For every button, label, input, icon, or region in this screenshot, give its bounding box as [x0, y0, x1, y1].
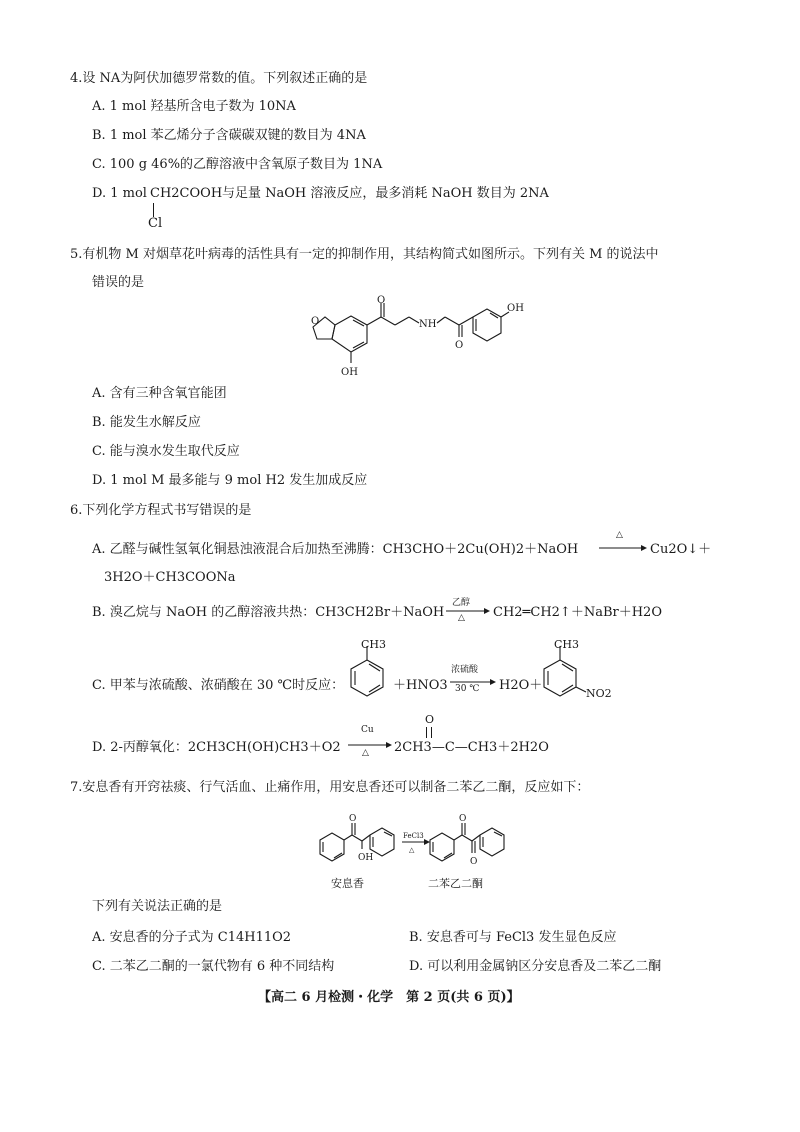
q7-option-a: A. 安息香的分子式为 C14H11O2: [92, 930, 292, 945]
q7-benzoin-oh: OH: [358, 853, 374, 863]
q4-stem: 4.设 NA为阿伏加德罗常数的值。下列叙述正确的是: [70, 71, 368, 86]
q7-benzoin-o: O: [349, 814, 357, 824]
q4-option-d-sub: Cl: [148, 216, 163, 231]
q6-option-b-post: CH2═CH2↑＋NaBr＋H2O: [493, 605, 662, 620]
q6-b-arrow-bottom: △: [458, 613, 465, 623]
q7-benzil-o2: O: [470, 857, 478, 867]
q6-c-h2o: H2O＋: [499, 678, 543, 693]
q5-struct-oh-bottom: OH: [341, 367, 358, 378]
q6-option-b-pre: B. 溴乙烷与 NaOH 的乙醇溶液共热：CH3CH2Br＋NaOH: [92, 605, 445, 620]
q5-stem-line2: 错误的是: [92, 275, 145, 290]
q4-option-b: B. 1 mol 苯乙烯分子含碳碳双键的数目为 4NA: [92, 128, 366, 143]
q7-benzil-o1: O: [459, 814, 467, 824]
q5-option-b: B. 能发生水解反应: [92, 415, 201, 430]
q4-option-d-pre: D. 1 mol: [92, 186, 147, 201]
q6-c-ch3-left: CH3: [361, 638, 387, 651]
q6-d-carbonyl-o: O: [425, 713, 435, 726]
q6-c-arrow-bottom: 30 ℃: [455, 684, 480, 694]
q6-c-mid: ＋HNO3: [393, 678, 448, 693]
q6-option-a-line2: 3H2O＋CH3COONa: [104, 570, 236, 585]
q4-option-c: C. 100 g 46%的乙醇溶液中含氧原子数目为 1NA: [92, 157, 383, 172]
q6-d-arrow: [346, 735, 392, 755]
q6-c-arrow-top: 浓硫酸: [451, 665, 479, 675]
q7-option-b: B. 安息香可与 FeCl3 发生显色反应: [409, 930, 617, 945]
q7-label-benzoin: 安息香: [331, 877, 364, 890]
q6-option-d-post: 2CH3—C—CH3＋2H2O: [394, 740, 549, 755]
q7-arrow-bottom: △: [409, 846, 415, 854]
q5-struct-ketone-o1: O: [377, 295, 386, 306]
q7-option-c: C. 二苯乙二酮的一氯代物有 6 种不同结构: [92, 959, 335, 974]
q6-d-arrow-top: Cu: [361, 725, 374, 735]
q6-d-double-bond-a: [426, 727, 427, 738]
q4-option-d-post: 与足量 NaOH 溶液反应，最多消耗 NaOH 数目为 2NA: [222, 186, 549, 201]
q5-stem-line1: 5.有机物 M 对烟草花叶病毒的活性具有一定的抑制作用，其结构简式如图所示。下列有关 M 的说法中: [70, 247, 659, 262]
q5-struct-oh-right: OH: [507, 303, 524, 314]
q6-d-double-bond-b: [431, 727, 432, 738]
q6-d-arrow-bottom: △: [362, 748, 369, 758]
q6-c-ch3-right: CH3: [554, 638, 580, 651]
q5-struct-ketone-o2: O: [455, 340, 464, 351]
q7-stem: 7.安息香有开窍祛痰、行气活血、止痛作用，用安息香还可以制备二苯乙二酮，反应如下：: [70, 780, 590, 795]
q6-c-no2: NO2: [586, 687, 612, 700]
q7-option-d: D. 可以利用金属钠区分安息香及二苯乙二酮: [409, 959, 662, 974]
q6-option-d-pre: D. 2-丙醇氧化：2CH3CH(OH)CH3＋O2: [92, 740, 341, 755]
q7-lead: 下列有关说法正确的是: [92, 899, 223, 914]
q5-struct-nh: NH: [419, 319, 437, 330]
q4-option-a: A. 1 mol 羟基所含电子数为 10NA: [92, 99, 296, 114]
q7-reaction-diagram: [300, 808, 510, 878]
q7-arrow-top: FeCl3: [403, 832, 424, 840]
page-footer: 【高二 6 月检测・化学 第 2 页(共 6 页)】: [258, 990, 520, 1005]
q5-option-d: D. 1 mol M 最多能与 9 mol H2 发生加成反应: [92, 473, 368, 488]
q6-option-a-line1: A. 乙醛与碱性氢氧化铜悬浊液混合后加热至沸腾：CH3CHO＋2Cu(OH)2＋NaOH: [92, 542, 579, 557]
q6-stem: 6.下列化学方程式书写错误的是: [70, 503, 252, 518]
q6-a-arrow-label: △: [616, 530, 623, 540]
q7-label-benzil: 二苯乙二酮: [428, 877, 483, 890]
q5-structure-diagram: [295, 295, 525, 380]
q5-option-c: C. 能与溴水发生取代反应: [92, 444, 240, 459]
q4-option-d-formula: CH2COOH: [150, 186, 223, 201]
q6-option-c-pre: C. 甲苯与浓硫酸、浓硝酸在 30 ℃时反应：: [92, 678, 345, 693]
q6-option-a-post: Cu2O↓＋: [650, 542, 712, 557]
q5-struct-furan-o: O: [311, 316, 320, 327]
q5-option-a: A. 含有三种含氧官能团: [92, 386, 227, 401]
q6-b-arrow-top: 乙醇: [452, 598, 471, 608]
